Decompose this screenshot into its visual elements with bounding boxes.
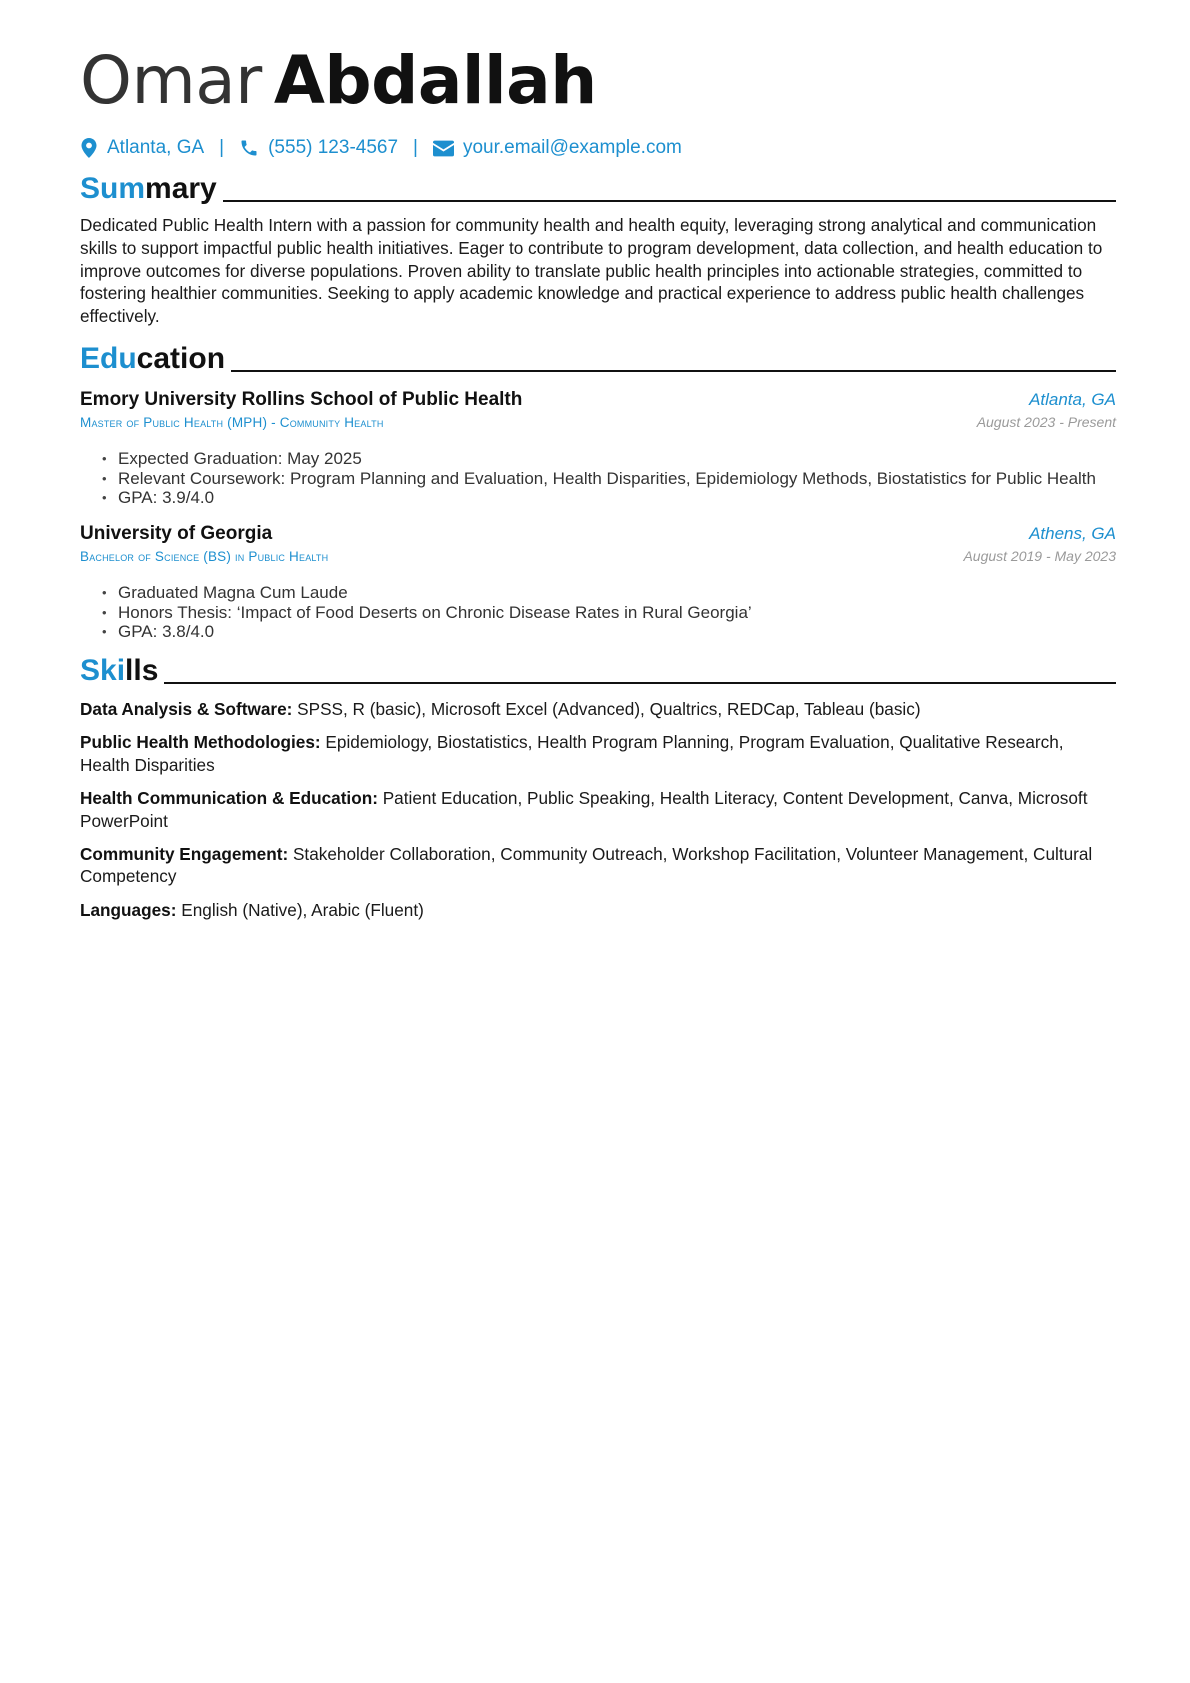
section-rule [223,200,1116,202]
section-rule [231,370,1116,372]
education-bullets [102,449,1116,508]
degree: Master of Public Health (MPH) - Community Health [80,415,384,430]
skill-label: Community Engagement: [80,843,289,864]
school-location: Athens, GA [1029,524,1116,543]
list-item: • Graduated Magna Cum Laude [102,583,1116,603]
contact-separator: | [413,137,418,158]
school-name: University of Georgia [80,523,273,544]
skill-value: Stakeholder Collaboration, Community Outreach, Workshop Facilitation, Volunteer Management, Cultural Competency [80,843,1093,887]
skills-list [80,698,1116,932]
contact-bar [80,134,682,162]
last-name: Abdallah [273,42,597,119]
location-text: Atlanta, GA [107,137,205,158]
skill-value: Epidemiology, Biostatistics, Health Program Planning, Program Evaluation, Qualitative Research, Health Disparities [80,732,1064,775]
school-location: Atlanta, GA [1029,390,1116,409]
list-item: • Relevant Coursework: Program Planning and Evaluation, Health Disparities, Epidemiology Methods, Biostatistics for Public Health [102,469,1116,489]
contact-separator: | [219,137,225,158]
section-rule [164,682,1116,684]
skill-row [80,843,1116,888]
skill-value: Patient Education, Public Speaking, Health Literacy, Content Development, Canva, Microsoft PowerPoint [80,787,1088,831]
phone-icon [239,138,259,158]
candidate-name [80,42,597,119]
summary-heading [80,170,1116,206]
section-title: Summary [80,172,217,205]
date-range: August 2023 - Present [976,414,1116,430]
list-item: • Expected Graduation: May 2025 [102,449,1116,469]
school-name: Emory University Rollins School of Public Health [80,389,523,410]
contact-phone[interactable] [239,137,398,159]
skill-value: English (Native), Arabic (Fluent) [181,899,424,920]
skill-label: Health Communication & Education: [80,787,378,808]
education-entry [80,388,1116,508]
map-pin-icon [80,138,98,158]
skill-row [80,731,1116,776]
phone-text: (555) 123-4567 [268,137,399,158]
education-entry [80,522,1116,642]
skill-row [80,899,1116,922]
education-heading [80,340,1116,376]
skills-heading [80,652,1116,688]
skill-value: SPSS, R (basic), Microsoft Excel (Advanced), Qualtrics, REDCap, Tableau (basic) [297,699,921,719]
section-title: Skills [80,654,159,687]
contact-email[interactable] [433,137,682,159]
skill-label: Public Health Methodologies: [80,732,321,753]
email-link: your.email@example.com [462,137,682,158]
date-range: August 2019 - May 2023 [963,548,1116,564]
first-name: Omar [80,42,262,119]
section-title: Education [80,342,226,375]
education-bullets [102,583,1116,642]
skill-row [80,787,1116,832]
list-item: • GPA: 3.8/4.0 [102,622,1116,642]
list-item: • Honors Thesis: ‘Impact of Food Deserts on Chronic Disease Rates in Rural Georgia’ [102,603,1116,623]
degree: Bachelor of Science (BS) in Public Health [80,549,329,564]
summary-text: Dedicated Public Health Intern with a passion for community health and health equity, leveraging strong analytical and communication skills to support impactful public health initiatives. Eager to contribute to program development, data collection, and health education to improve outcomes for diverse populations. Proven ability to translate public health principles into actionable strategies, committed to fostering healthier communities. Seeking to apply academic knowledge and practical experience to address public health challenges effectively. [80,215,1103,327]
skill-label: Languages: [80,899,177,920]
list-item: • GPA: 3.9/4.0 [102,488,1116,508]
contact-location [80,137,204,159]
skill-row [80,698,1116,721]
envelope-icon [433,140,454,157]
skill-label: Data Analysis & Software: [80,699,293,719]
